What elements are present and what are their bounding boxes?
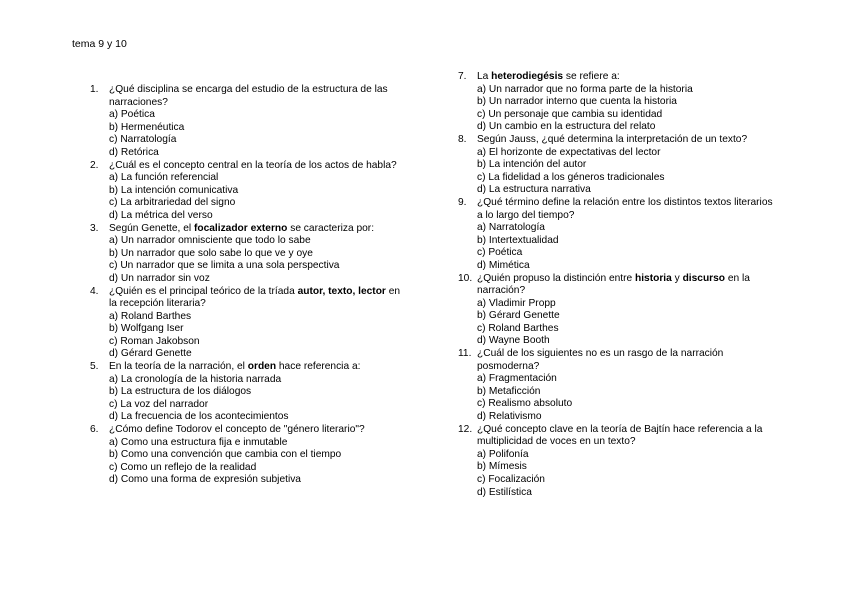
question-text-part: ¿Qué disciplina se encarga del estudio de la estructura de las narraciones? xyxy=(109,84,388,108)
question-text-part: Según Genette, el xyxy=(109,222,194,234)
answer-option: d) Relativismo xyxy=(477,411,542,423)
question-number: 9. xyxy=(458,196,467,208)
question-text xyxy=(109,84,405,109)
question-item xyxy=(458,424,778,500)
answer-option: a) Como una estructura fija e inmutable xyxy=(109,436,288,448)
question-number: 6. xyxy=(90,424,99,436)
answer-option: d) Retórica xyxy=(109,146,159,158)
question-item xyxy=(458,348,778,424)
answer-option: c) La voz del narrador xyxy=(109,398,209,410)
answer-option: c) Roman Jakobson xyxy=(109,335,200,347)
question-item xyxy=(458,197,778,273)
answer-option: b) Gérard Genette xyxy=(477,310,560,322)
answer-option: b) Hermenéutica xyxy=(109,121,185,133)
question-text-part: Según Jauss, ¿qué determina la interpretación de un texto? xyxy=(477,133,748,145)
question-term-bold: discurso xyxy=(682,272,726,284)
question-number: 8. xyxy=(458,133,467,145)
question-text xyxy=(477,424,778,449)
answer-option: d) Gérard Genette xyxy=(109,348,192,360)
question-item xyxy=(458,134,778,197)
question-text xyxy=(109,361,405,374)
right-question-column xyxy=(458,71,778,499)
question-number: 11. xyxy=(458,348,472,360)
answer-option: d) La frecuencia de los acontecimientos xyxy=(109,411,289,423)
answer-option: d) Mimética xyxy=(477,259,530,271)
question-item xyxy=(458,71,778,134)
answer-option: d) Un narrador sin voz xyxy=(109,272,210,284)
question-text xyxy=(109,286,405,311)
question-text-part: ¿Qué término define la relación entre los distintos textos literarios a lo largo del tiempo? xyxy=(477,196,773,221)
question-number: 10. xyxy=(458,272,473,284)
question-item xyxy=(90,160,405,223)
question-number: 1. xyxy=(90,84,99,95)
answer-option: c) La fidelidad a los géneros tradicionales xyxy=(477,171,665,183)
answer-option: b) Mímesis xyxy=(477,461,527,473)
question-text-part: ¿Cuál es el concepto central en la teoría de los actos de habla? xyxy=(109,159,397,171)
question-text xyxy=(477,348,778,373)
answer-option: d) Como una forma de expresión subjetiva xyxy=(109,474,301,486)
question-text-part: La xyxy=(477,71,492,82)
answer-option: b) La estructura de los diálogos xyxy=(109,386,252,398)
answer-option: c) Como un reflejo de la realidad xyxy=(109,461,257,473)
question-text-part: y xyxy=(671,272,683,284)
question-text-part: ¿Quién es el principal teórico de la tríada xyxy=(109,285,298,297)
answer-option: c) Poética xyxy=(477,247,523,259)
question-text-part: se refiere a: xyxy=(563,71,620,82)
question-text xyxy=(477,71,778,84)
page-title: tema 9 y 10 xyxy=(72,38,127,50)
answer-option: a) Un narrador que no forma parte de la historia xyxy=(477,83,693,95)
answer-option: d) La métrica del verso xyxy=(109,209,213,221)
answer-option: b) Como una convención que cambia con el tiempo xyxy=(109,449,342,461)
question-text-part: ¿Qué concepto clave en la teoría de Bajtín hace referencia a la multiplicidad de voces en un texto? xyxy=(477,423,763,448)
question-text-part: se caracteriza por: xyxy=(287,222,375,234)
question-item xyxy=(458,273,778,349)
answer-option: b) Un narrador interno que cuenta la historia xyxy=(477,96,677,108)
question-item xyxy=(90,361,405,424)
question-number: 7. xyxy=(458,71,467,82)
question-text xyxy=(109,424,405,437)
answer-option: a) Vladimir Propp xyxy=(477,297,556,309)
answer-option: b) Un narrador que solo sabe lo que ve y oye xyxy=(109,247,313,259)
answer-option: d) Un cambio en la estructura del relato xyxy=(477,121,656,133)
question-item xyxy=(90,424,405,487)
question-text xyxy=(477,134,778,147)
answer-option: b) La intención del autor xyxy=(477,159,587,171)
question-text-part: ¿Cuál de los siguientes no es un rasgo de la narración posmoderna? xyxy=(477,348,724,372)
question-text-part: ¿Quién propuso la distinción entre xyxy=(477,272,635,284)
question-text-part: En la teoría de la narración, el xyxy=(109,361,248,373)
question-text xyxy=(477,273,778,298)
question-number: 12. xyxy=(458,423,473,435)
answer-option: a) La cronología de la historia narrada xyxy=(109,373,282,385)
question-number: 5. xyxy=(90,361,99,373)
answer-option: a) Polifonía xyxy=(477,448,529,460)
question-term-bold: autor, texto, lector xyxy=(297,285,386,297)
question-text xyxy=(477,197,778,222)
question-text-part: en la narración? xyxy=(477,272,750,297)
answer-option: d) La estructura narrativa xyxy=(477,184,591,196)
question-number: 3. xyxy=(90,222,99,234)
question-term-bold: orden xyxy=(247,361,277,373)
answer-option: d) Estilística xyxy=(477,486,532,498)
answer-option: a) Un narrador omnisciente que todo lo sabe xyxy=(109,235,311,247)
answer-option: b) Intertextualidad xyxy=(477,234,559,246)
question-term-bold: heterodiegésis xyxy=(491,71,564,82)
answer-option: c) Roland Barthes xyxy=(477,322,559,334)
answer-option: a) El horizonte de expectativas del lector xyxy=(477,146,661,158)
answer-option: c) La arbitrariedad del signo xyxy=(109,197,236,209)
question-number: 2. xyxy=(90,159,99,171)
answer-option: c) Narratología xyxy=(109,134,177,146)
answer-option: a) Roland Barthes xyxy=(109,310,192,322)
answer-option: d) Wayne Booth xyxy=(477,335,550,347)
question-item xyxy=(90,223,405,286)
question-text xyxy=(109,160,405,173)
question-text-part: en la recepción literaria? xyxy=(109,285,401,310)
answer-option: a) Poética xyxy=(109,109,155,121)
answer-option: b) Metaficción xyxy=(477,385,541,397)
question-text-part: hace referencia a: xyxy=(276,361,361,373)
question-term-bold: historia xyxy=(635,272,672,284)
question-text-part: ¿Cómo define Todorov el concepto de "género literario"? xyxy=(109,424,365,436)
question-text xyxy=(109,223,405,236)
question-item xyxy=(90,286,405,362)
question-term-bold: focalizador externo xyxy=(193,222,288,234)
answer-option: b) Wolfgang Iser xyxy=(109,323,184,335)
question-number: 4. xyxy=(90,285,99,297)
left-question-column xyxy=(90,84,405,487)
question-item xyxy=(90,84,405,160)
answer-option: c) Un narrador que se limita a una sola perspectiva xyxy=(109,260,340,272)
answer-option: a) Fragmentación xyxy=(477,373,557,385)
answer-option: c) Un personaje que cambia su identidad xyxy=(477,108,663,120)
answer-option: a) La función referencial xyxy=(109,172,219,184)
answer-option: c) Realismo absoluto xyxy=(477,398,573,410)
answer-option: c) Focalización xyxy=(477,474,545,485)
answer-option: a) Narratología xyxy=(477,222,545,234)
answer-option: b) La intención comunicativa xyxy=(109,184,239,196)
